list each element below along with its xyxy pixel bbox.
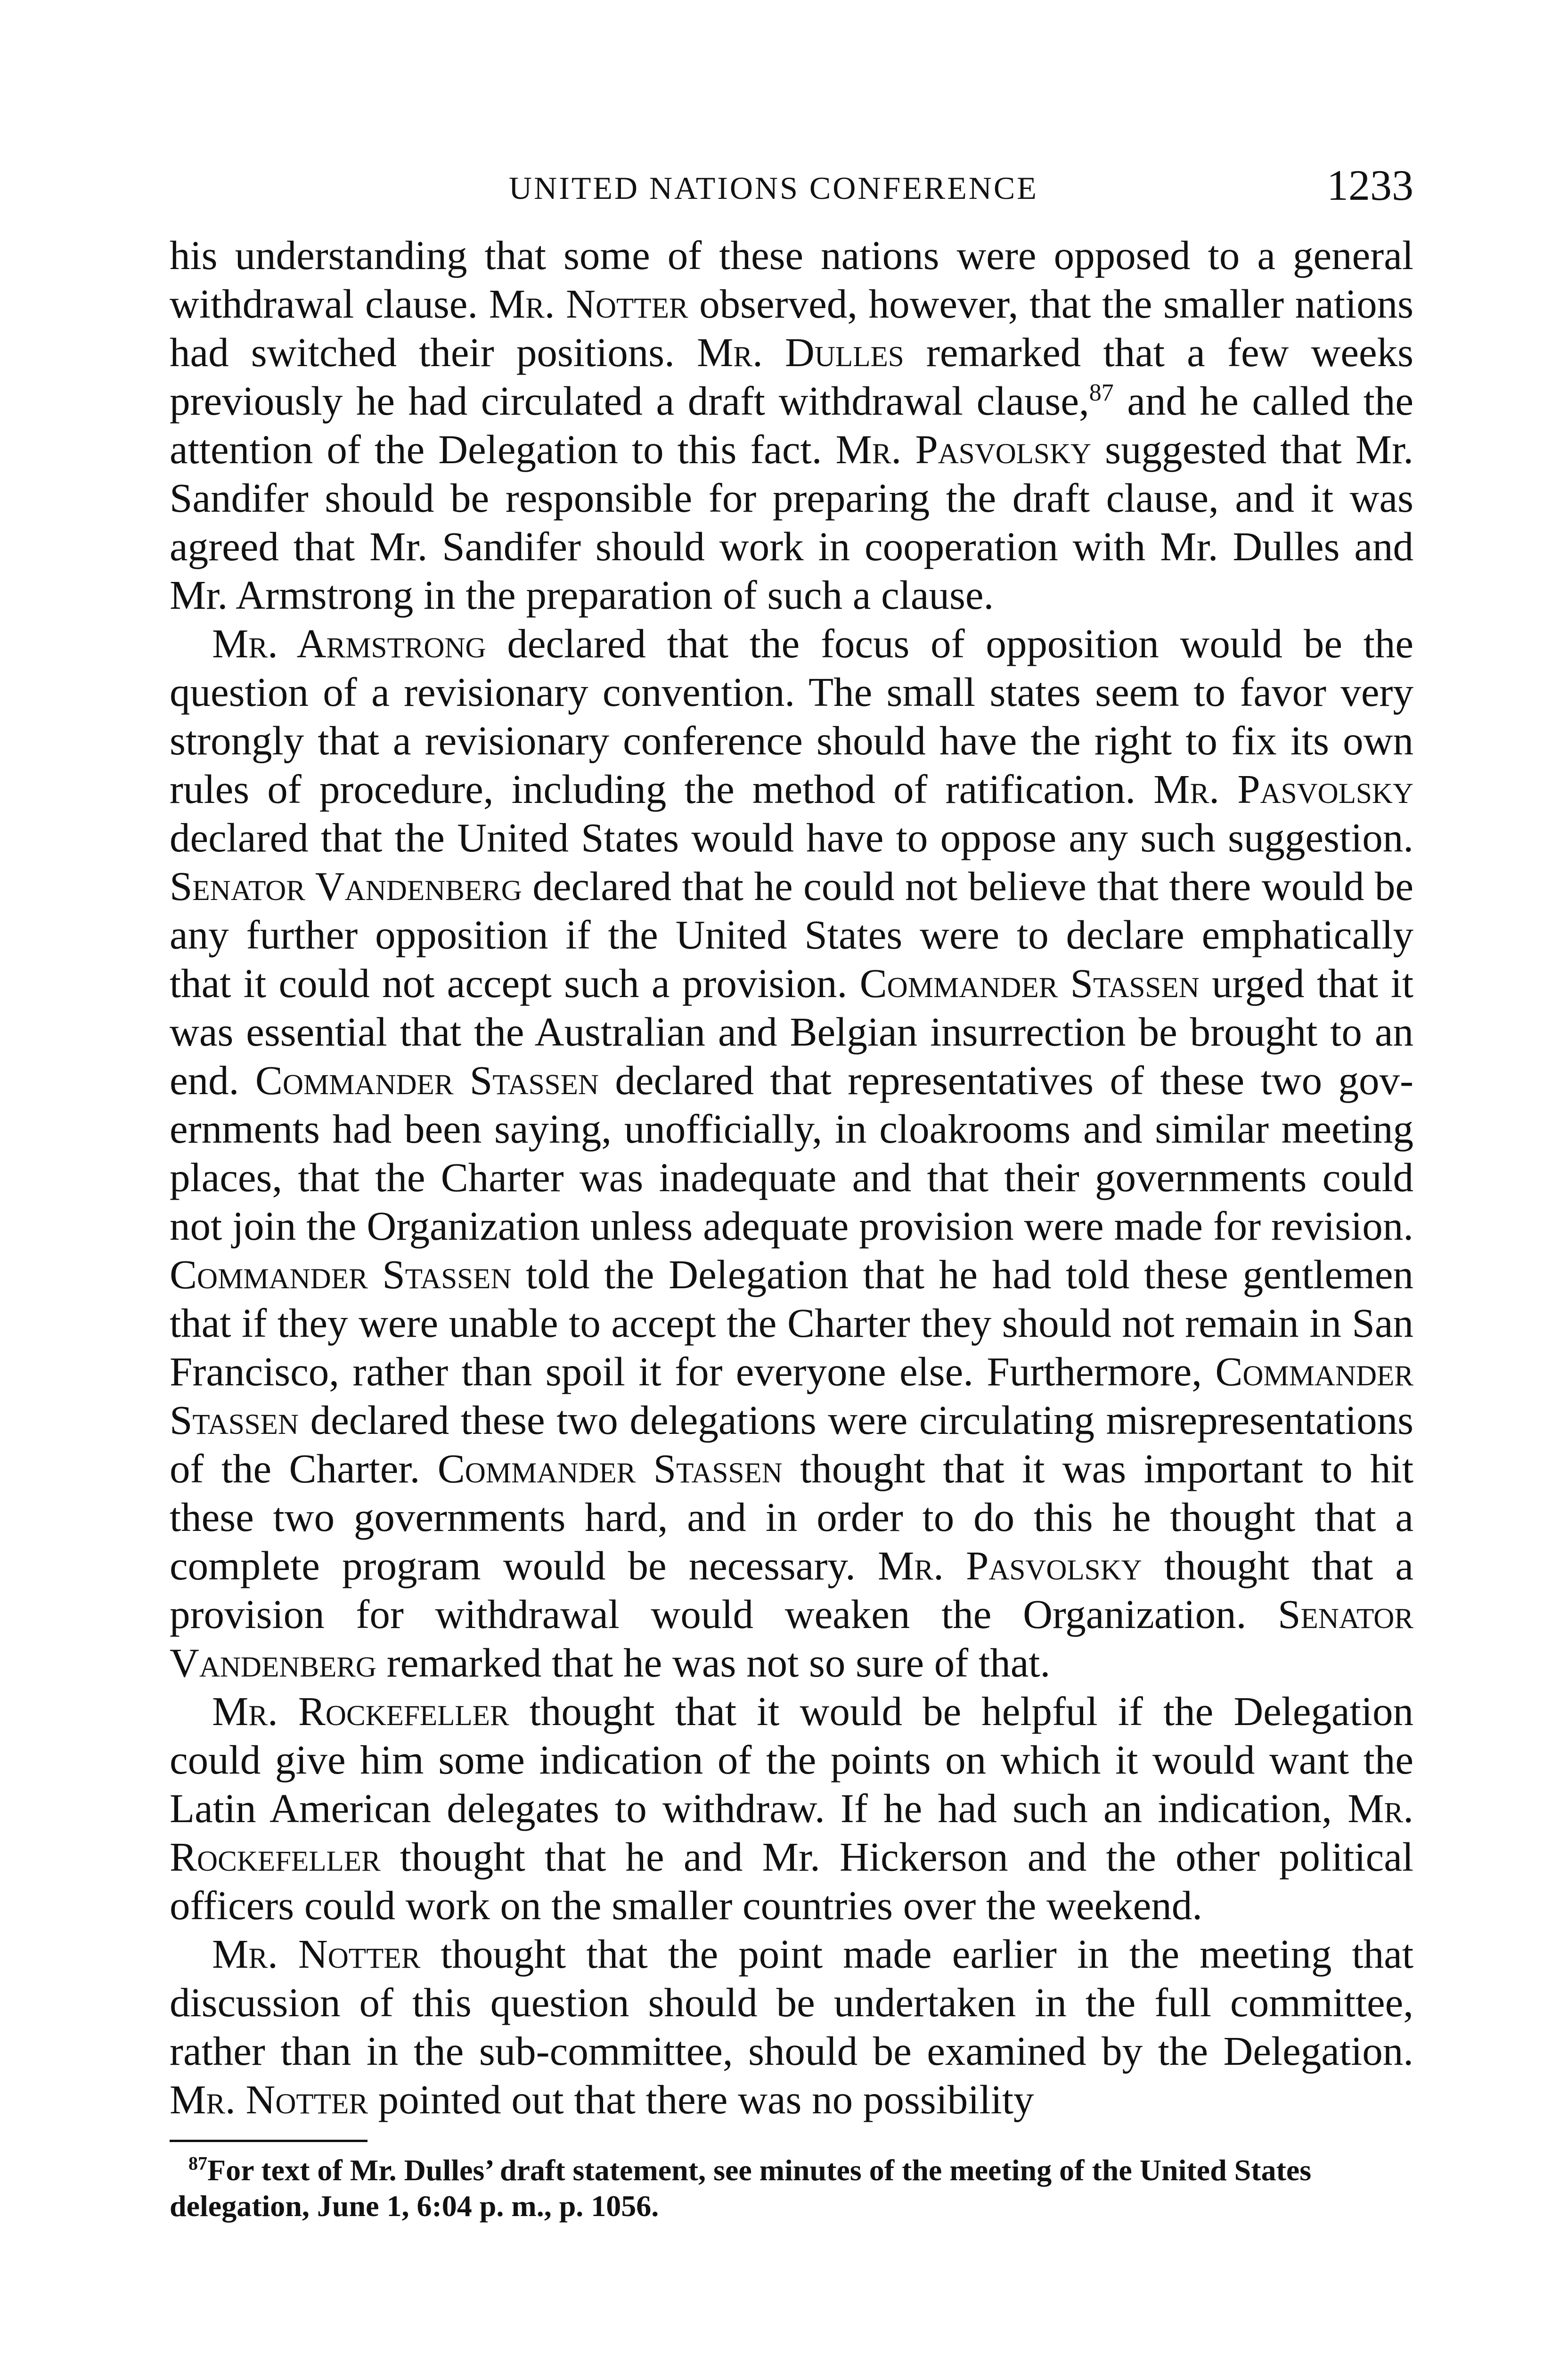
speaker-name: Mr. Notter	[170, 2077, 368, 2122]
page-number: 1233	[1327, 161, 1413, 209]
text-run: thought that the point made earlier in the meeting that discussion of this question should be undertaken in the full committee, rather than in the sub-committee, should be examined by the Delegation.	[170, 1931, 1413, 2074]
speaker-name: Mr. Rockefeller	[170, 1785, 1413, 1880]
text-run: declared these two delegations were circulating misrepresentations of the Charter.	[170, 1397, 1413, 1491]
text-run: thought that it would be helpful if the Delegation could give him some indication of the points on which it would want the Latin American delegates to withdraw. If he had such an indication,	[170, 1688, 1414, 1831]
text-run: and he called the attention of the Delegation to this fact.	[170, 378, 1413, 472]
text-run: thought that a provision for withdrawal would weaken the Organization.	[170, 1543, 1413, 1637]
speaker-name: Mr. Dulles	[697, 329, 904, 375]
speaker-name: Commander Stassen	[255, 1057, 599, 1103]
footnote-marker: 87	[188, 2152, 207, 2174]
text-run: his understanding that some of these nations were opposed to a general withdrawal clause.	[170, 232, 1413, 327]
footnote-reference: 87	[1089, 379, 1114, 406]
speaker-name: Mr. Pasvolsky	[1153, 766, 1413, 812]
speaker-name: Senator Vandenberg	[170, 1591, 1413, 1685]
speaker-name: Commander Stassen	[859, 960, 1200, 1006]
text-run: declared that he could not believe that there would be any further opposition if the United States were to declare emphatically that it could not accept such a provision.	[170, 863, 1413, 1006]
text-run: declared that the focus of opposition would be the question of a revisionary convention. The small states seem to favor very strongly that a revisionary conference should have the right to fix its own rules of procedure, including the method of ratification.	[170, 621, 1413, 812]
footnote	[170, 2152, 1413, 2224]
text-run: remarked that a few weeks previously he had circulated a draft withdrawal clause,	[170, 329, 1413, 424]
paragraph	[170, 231, 1413, 619]
text-run: told the Delegation that he had told these gentlemen that if they were unable to accept the Charter they should not remain in San Francisco, rather than spoil it for everyone else. Furthermore,	[170, 1252, 1414, 1394]
document-page	[170, 155, 1413, 2224]
running-head-title: UNITED NATIONS CONFERENCE	[509, 170, 1038, 206]
speaker-name: Commander Stassen	[170, 1349, 1413, 1443]
footnote-text: For text of Mr. Dulles’ draft statement, see minutes of the meeting of the United States delegation, June 1, 6:04 p. m., p. 1056.	[170, 2153, 1312, 2223]
text-run: remarked that he was not so sure of that.	[376, 1640, 1051, 1685]
text-run: thought that it was important to hit these two governments hard, and in order to do this he thought that a complete program would be necessary.	[170, 1446, 1413, 1588]
text-run: declared that the United States would have to oppose any such suggestion.	[170, 815, 1413, 860]
text-run: observed, however, that the smaller nations had switched their positions.	[170, 281, 1413, 375]
speaker-name: Mr. Pasvolsky	[878, 1543, 1142, 1588]
paragraph	[170, 619, 1413, 1687]
body-text	[170, 231, 1413, 2124]
speaker-name: Mr. Rockefeller	[212, 1688, 509, 1734]
speaker-name: Mr. Notter	[212, 1931, 421, 1977]
speaker-name: Commander Stassen	[170, 1252, 512, 1297]
paragraph	[170, 1687, 1413, 1930]
text-run: suggested that Mr. Sandifer should be responsible for preparing the draft clause, and it was agreed that Mr. Sandifer should work in cooperation with Mr. Dulles and Mr. Armstrong in the preparation of such a clause.	[170, 426, 1413, 618]
footnote-rule	[170, 2140, 368, 2142]
speaker-name: Senator Vandenberg	[170, 863, 522, 909]
text-run: declared that representatives of these two governments had been saying, unofficially, in cloakrooms and similar meeting places, that the Charter was inadequate and that their governments could not join the Organization unless adequate provision were made for revision.	[170, 1057, 1413, 1249]
speaker-name: Mr. Notter	[489, 281, 688, 327]
text-run: pointed out that there was no possibility	[368, 2077, 1034, 2122]
text-run: urged that it was essential that the Australian and Belgian insurrection be brought to an end.	[170, 960, 1413, 1103]
speaker-name: Mr. Pasvolsky	[835, 426, 1092, 472]
paragraph	[170, 1930, 1413, 2124]
speaker-name: Mr. Armstrong	[212, 621, 486, 666]
speaker-name: Commander Stassen	[437, 1446, 783, 1491]
text-run: thought that he and Mr. Hickerson and the other political officers could work on the smaller countries over the weekend.	[170, 1834, 1413, 1928]
running-head	[170, 155, 1413, 212]
